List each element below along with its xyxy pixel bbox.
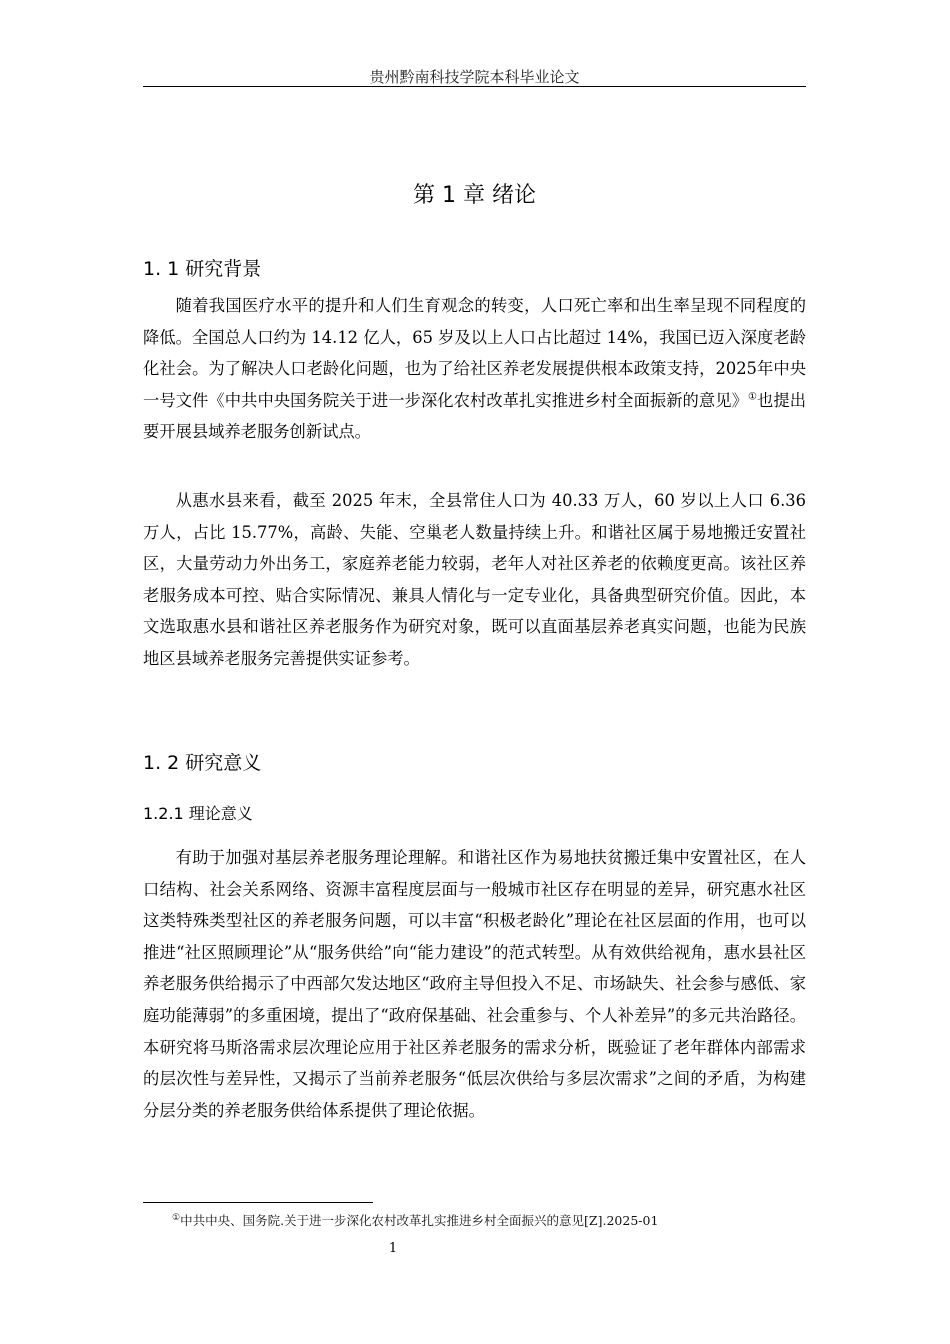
page-number: 1 [388, 1241, 398, 1256]
subsection-heading-theoretical-significance: 1.2.1 理论意义 [143, 804, 253, 823]
paragraph-background-2: 从惠水县来看，截至 2025 年末，全县常住人口为 40.33 万人，60 岁以上人口 6.36 万人，占比 15.77%，高龄、失能、空巢老人数量持续上升。和谐社区属于易地搬迁安置社区，大量劳动力外出务工，家庭养老能力较弱，老年人对社区养老的依赖度更高。该社区养老服务成本可控、贴合实际情况、兼具人情化与一定专业化，具备典型研究价值。因此，本文选取惠水县和谐社区养老服务作为研究对象，既可以直面基层养老真实问题，也能为民族地区县域养老服务完善提供实证参考。 [143, 491, 806, 668]
paragraph-text: 也提出要开展县域养老服务创新试点。 [143, 390, 806, 442]
section-heading-research-significance: 1. 2 研究意义 [143, 752, 262, 774]
paragraph-text: 随着我国医疗水平的提升和人们生育观念的转变，人口死亡率和出生率呈现不同程度的降低。全国总人口约为 14.12 亿人，65 岁及以上人口占比超过 14%，我国已迈入深度老龄化社会。为了解决人口老龄化问题，也为了给社区养老发展提供根本政策支持，2025年中央一号文件《中共中央国务院关于进一步深化农村改革扎实推进乡村全面振新的意见》 [143, 296, 806, 410]
paragraph-background-1 [143, 290, 806, 448]
footnote-reference[interactable]: ① [747, 391, 758, 403]
footnote-rule [143, 1202, 373, 1203]
footnote [172, 1211, 792, 1229]
running-header: 贵州黔南科技学院本科毕业论文 [369, 68, 580, 86]
paragraph-theoretical-significance: 有助于加强对基层养老服务理论理解。和谐社区作为易地扶贫搬迁集中安置社区，在人口结构、社会关系网络、资源丰富程度层面与一般城市社区存在明显的差异，研究惠水社区这类特殊类型社区的养老服务问题，可以丰富“积极老龄化”理论在社区层面的作用，也可以推进“社区照顾理论”从“服务供给”向“能力建设”的范式转型。从有效供给视角，惠水县社区养老服务供给揭示了中西部欠发达地区“政府主导但投入不足、市场缺失、社会参与感低、家庭功能薄弱”的多重困境，提出了“政府保基础、社会重参与、个人补差异”的多元共治路径。本研究将马斯洛需求层次理论应用于社区养老服务的需求分析，既验证了老年群体内部需求的层次性与差异性，又揭示了当前养老服务“低层次供给与多层次需求”之间的矛盾，为构建分层分类的养老服务供给体系提供了理论依据。 [143, 848, 806, 1120]
chapter-title: 第 1 章 绪论 [413, 183, 536, 208]
footnote-text: 中共中央、国务院.关于进一步深化农村改革扎实推进乡村全面振兴的意见[Z].2025-01 [180, 1213, 659, 1228]
footnote-mark: ① [172, 1212, 181, 1223]
header-rule [143, 86, 806, 87]
section-heading-research-background: 1. 1 研究背景 [143, 258, 262, 280]
